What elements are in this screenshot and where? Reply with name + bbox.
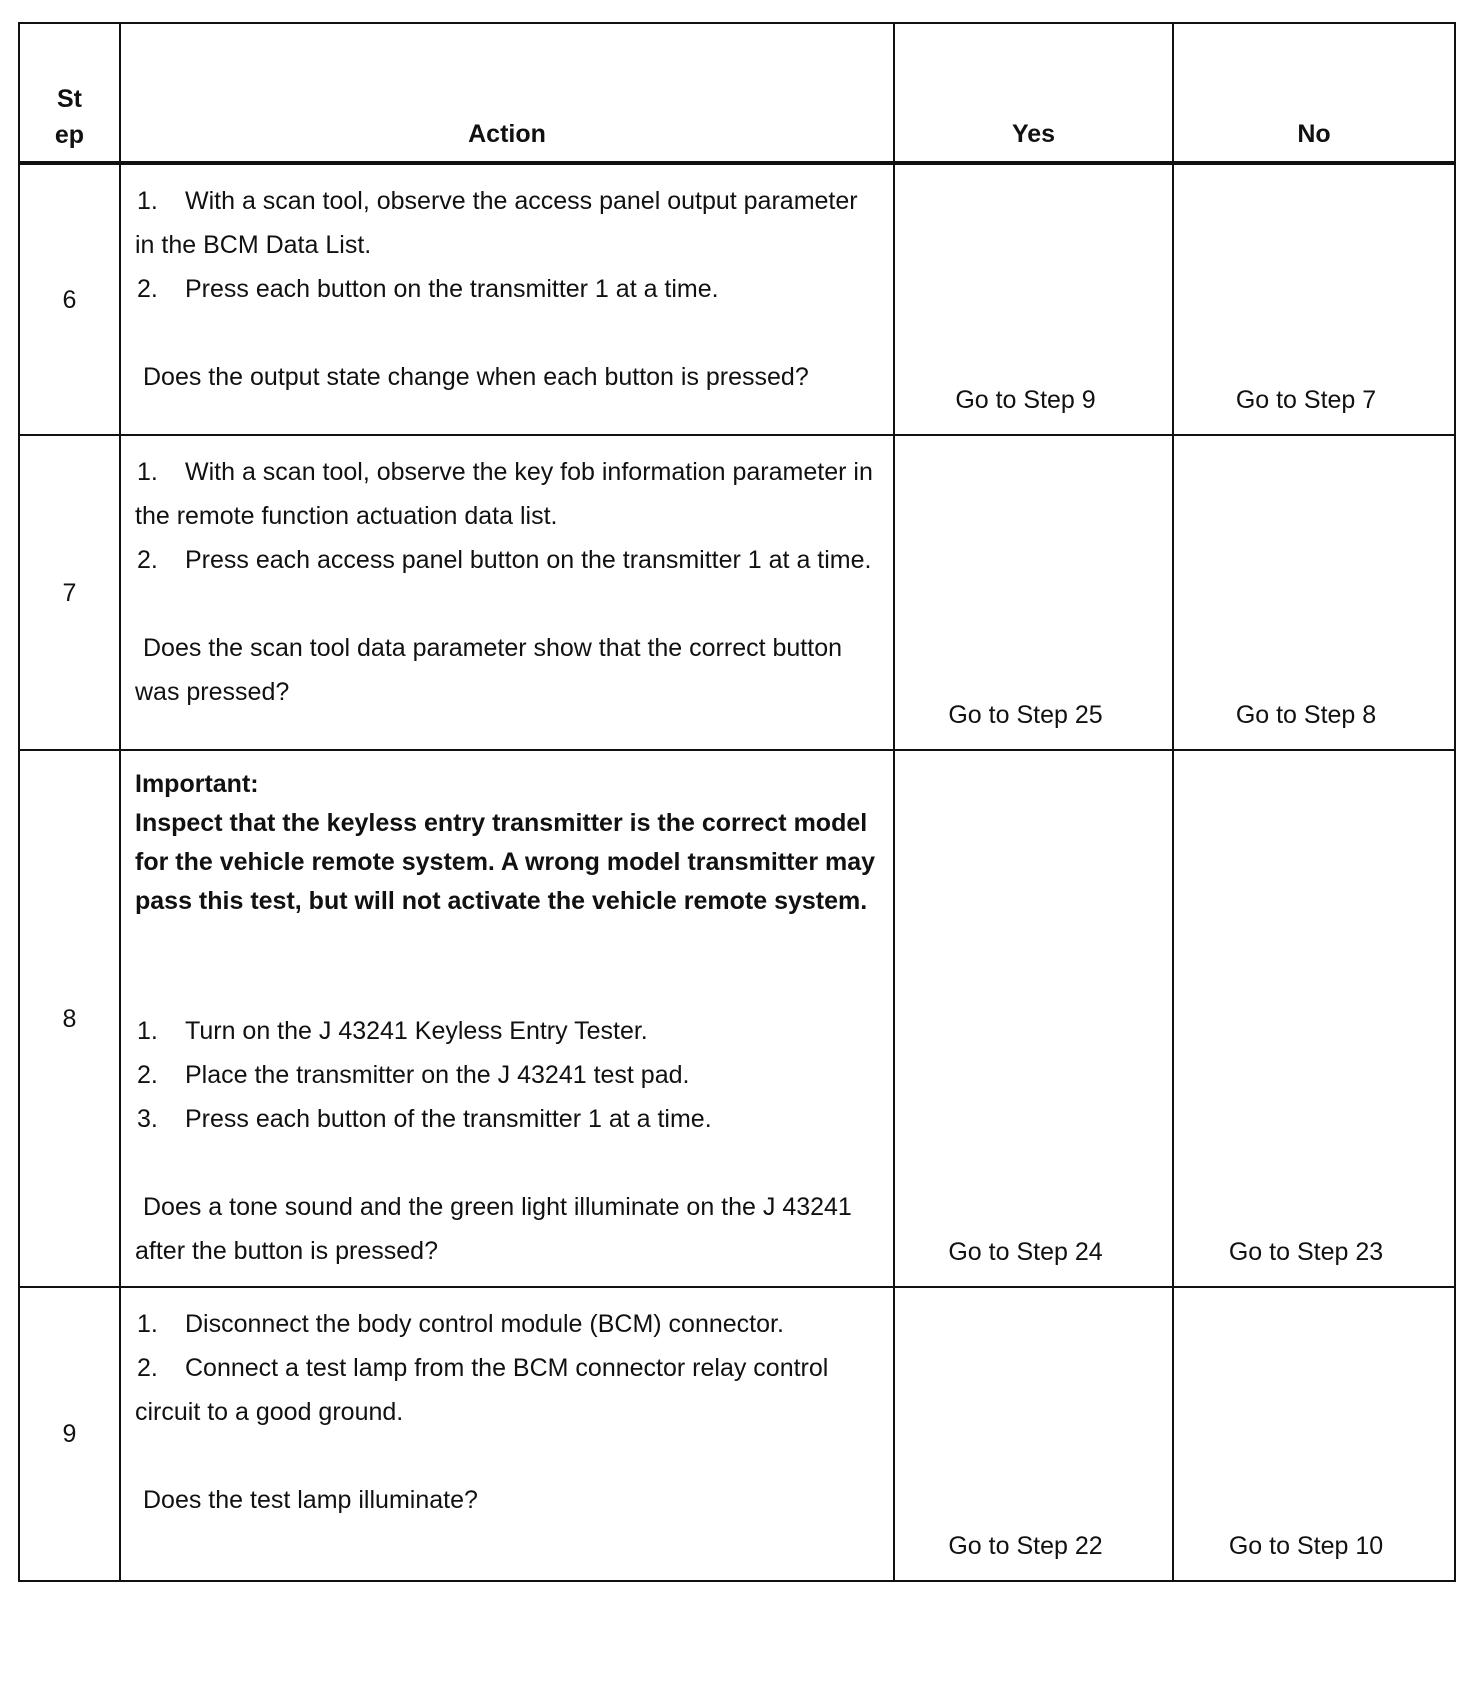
no-link[interactable]: Go to Step 7 [1235, 386, 1377, 414]
table-row [19, 1287, 1455, 1581]
header-no: No [1173, 23, 1455, 163]
diagnostic-table [18, 22, 1456, 1582]
list-item: 2. Connect a test lamp from the BCM connector relay control circuit to a good ground. [135, 1354, 829, 1426]
question-text: Does the test lamp illuminate? [143, 1486, 478, 1514]
important-text: Inspect that the keyless entry transmitter is the correct model for the vehicle remote system. A wrong model transmitter may pass this test, but will not activate the vehicle remote system. [135, 809, 876, 915]
action-cell [120, 1287, 894, 1581]
header-row [19, 23, 1455, 163]
header-step-label: St ep [54, 85, 85, 149]
yes-cell [894, 750, 1173, 1287]
yes-cell [894, 1287, 1173, 1581]
list-item: 2. Press each button on the transmitter 1 at a time. [137, 275, 719, 303]
step-number: 7 [19, 435, 120, 750]
yes-link[interactable]: Go to Step 22 [948, 1532, 1103, 1560]
question-text: Does a tone sound and the green light illuminate on the J 43241 after the button is pressed? [135, 1193, 852, 1265]
list-item: 3. Press each button of the transmitter 1 at a time. [137, 1105, 712, 1133]
no-cell [1173, 163, 1455, 435]
no-link[interactable]: Go to Step 23 [1228, 1238, 1384, 1266]
table-row [19, 435, 1455, 750]
list-item: 1. Turn on the J 43241 Keyless Entry Tester. [137, 1017, 648, 1045]
question-text: Does the scan tool data parameter show that the correct button was pressed? [135, 634, 843, 706]
action-cell [120, 163, 894, 435]
no-cell [1173, 750, 1455, 1287]
list-item: 2. Place the transmitter on the J 43241 test pad. [137, 1061, 690, 1089]
header-step [19, 23, 120, 163]
yes-link[interactable]: Go to Step 9 [955, 386, 1096, 414]
question-text: Does the output state change when each button is pressed? [143, 363, 809, 391]
no-link[interactable]: Go to Step 8 [1235, 701, 1377, 729]
step-number: 6 [19, 163, 120, 435]
no-link[interactable]: Go to Step 10 [1228, 1532, 1384, 1560]
header-action: Action [120, 23, 894, 163]
no-cell [1173, 1287, 1455, 1581]
yes-link[interactable]: Go to Step 25 [948, 701, 1103, 729]
yes-cell [894, 163, 1173, 435]
header-yes: Yes [894, 23, 1173, 163]
no-cell [1173, 435, 1455, 750]
list-item: 1. Disconnect the body control module (BCM) connector. [137, 1310, 784, 1338]
list-item: 1. With a scan tool, observe the key fob information parameter in the remote function actuation data list. [135, 458, 873, 530]
table-row [19, 750, 1455, 1287]
table-row [19, 163, 1455, 435]
list-item: 1. With a scan tool, observe the access panel output parameter in the BCM Data List. [135, 187, 858, 259]
yes-cell [894, 435, 1173, 750]
action-cell [120, 750, 894, 1287]
action-cell [120, 435, 894, 750]
step-number: 9 [19, 1287, 120, 1581]
list-item: 2. Press each access panel button on the transmitter 1 at a time. [137, 546, 872, 574]
important-label: Important: [135, 770, 259, 798]
step-number: 8 [19, 750, 120, 1287]
yes-link[interactable]: Go to Step 24 [948, 1238, 1103, 1266]
